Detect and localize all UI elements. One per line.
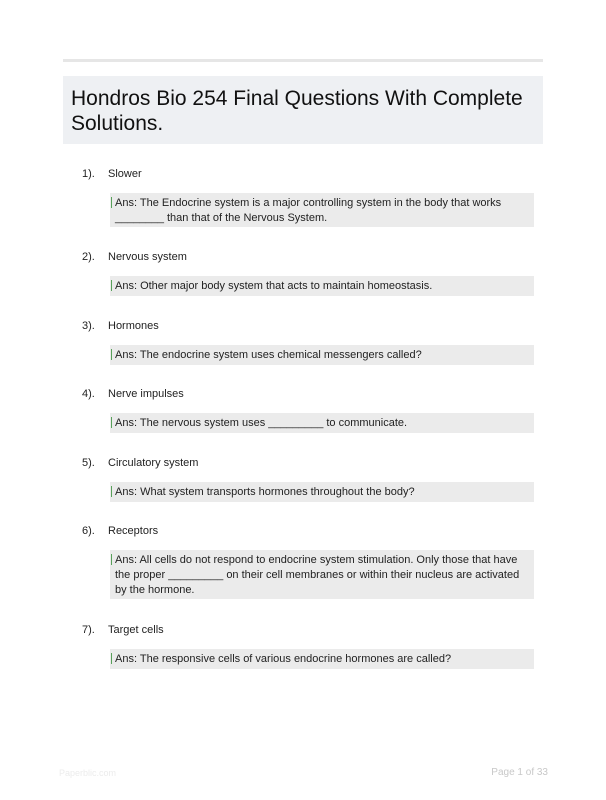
question-term: Nerve impulses: [108, 388, 184, 400]
question-term: Slower: [108, 168, 142, 180]
question-term: Circulatory system: [108, 457, 199, 469]
question-term: Target cells: [108, 624, 164, 636]
question-number: 5).: [82, 457, 95, 469]
footer-watermark: Paperblic.com: [59, 768, 117, 778]
answer-text: Ans: The endocrine system uses chemical messengers called?: [115, 349, 422, 361]
answer-text: Ans: What system transports hormones throughout the body?: [115, 486, 415, 498]
answer-text: Ans: The Endocrine system is a major controlling system in the body that works ________ than that of the Nervous System.: [115, 197, 502, 224]
answer-marker: [111, 197, 112, 208]
answer-text: Ans: The responsive cells of various endocrine hormones are called?: [115, 653, 452, 665]
page-title: Hondros Bio 254 Final Questions With Complete Solutions.: [71, 87, 523, 135]
answer-marker: [111, 280, 112, 291]
answer-text: Ans: Other major body system that acts to maintain homeostasis.: [115, 280, 433, 292]
question-number: 3).: [82, 320, 95, 332]
question-number: 2).: [82, 251, 95, 263]
answer-box: [110, 345, 534, 365]
question-number: 4).: [82, 388, 95, 400]
question-number: 1).: [82, 168, 95, 180]
question-term: Nervous system: [108, 251, 187, 263]
question-term: Receptors: [108, 525, 159, 537]
answer-marker: [111, 349, 112, 360]
answer-box: [110, 550, 534, 599]
top-divider: [63, 59, 543, 62]
question-number: 7).: [82, 624, 95, 636]
answer-box: [110, 193, 534, 227]
page-indicator: Page 1 of 33: [491, 767, 548, 778]
answer-marker: [111, 554, 112, 565]
answer-text: Ans: The nervous system uses _________ to communicate.: [115, 417, 408, 429]
answer-marker: [111, 653, 112, 664]
question-number: 6).: [82, 525, 95, 537]
answer-box: [110, 413, 534, 433]
answer-box: [110, 649, 534, 669]
answer-box: [110, 482, 534, 502]
question-term: Hormones: [108, 320, 159, 332]
answer-marker: [111, 486, 112, 497]
answer-box: [110, 276, 534, 296]
answer-text: Ans: All cells do not respond to endocrine system stimulation. Only those that have the proper _________ on their cell membranes or within their nucleus are activated by the hormone.: [115, 554, 520, 596]
answer-marker: [111, 417, 112, 428]
title-banner: [63, 76, 543, 144]
